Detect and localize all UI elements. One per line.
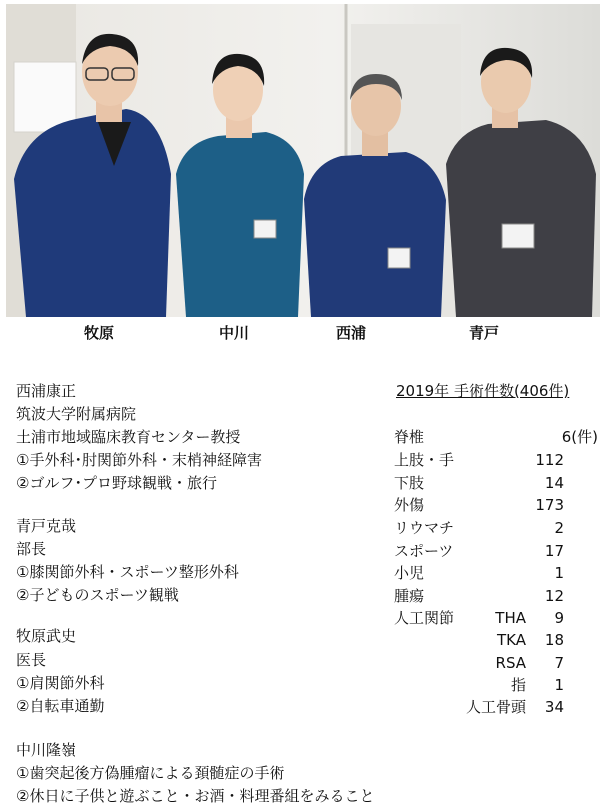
stats-label: 下肢 <box>394 474 425 492</box>
profile-line: ②自転車通勤 <box>16 697 105 715</box>
stats-value: 18 <box>544 631 564 649</box>
stats-sub: 人工骨頭 <box>465 698 526 716</box>
profile-line: ①肩関節外科 <box>16 674 105 692</box>
stats-label: リウマチ <box>394 519 455 537</box>
profile-line: 土浦市地域臨床教育センター教授 <box>16 428 241 446</box>
staff-photo <box>6 4 600 317</box>
stats-value: 9 <box>554 609 564 627</box>
stats-label: 小児 <box>394 564 425 582</box>
caption-makihara: 牧原 <box>84 324 115 342</box>
stats-value: 12 <box>544 587 564 605</box>
staff-photo-illustration <box>6 4 600 317</box>
profile-line: ②ゴルフ･プロ野球観戦・旅行 <box>16 474 217 492</box>
stats-value: 17 <box>544 542 564 560</box>
profile-line: ①膝関節外科・スポーツ整形外科 <box>16 563 239 581</box>
stats-label: 外傷 <box>394 496 425 514</box>
stats-value: 2 <box>554 519 564 537</box>
profile-line: ②休日に子供と遊ぶこと・お酒・料理番組をみること <box>16 787 375 805</box>
caption-nakagawa: 中川 <box>219 324 250 342</box>
stats-value: 112 <box>535 451 564 469</box>
stats-value: 1 <box>554 564 564 582</box>
stats-sub: TKA <box>497 631 526 649</box>
profile-name-aoto: 青戸克哉 <box>16 517 77 535</box>
stats-label: 人工関節 <box>394 609 455 627</box>
caption-nishiura: 西浦 <box>336 324 367 342</box>
stats-label: 腫瘍 <box>394 587 425 605</box>
profile-line: ①歯突起後方偽腫瘤による頚髄症の手術 <box>16 764 285 782</box>
stats-sub: RSA <box>495 654 526 672</box>
stats-value: 173 <box>535 496 564 514</box>
profile-name-makihara: 牧原武史 <box>16 627 77 645</box>
stats-sub: THA <box>495 609 526 627</box>
stats-label: 脊椎 <box>394 428 425 446</box>
stats-value: 6(件) <box>561 428 598 446</box>
profile-line: ①手外科･肘関節外科・末梢神経障害 <box>16 451 262 469</box>
stats-value: 14 <box>544 474 564 492</box>
stats-label: 上肢・手 <box>394 451 455 469</box>
stats-sub: 指 <box>510 676 526 694</box>
profile-name-nakagawa: 中川隆嶺 <box>16 741 77 759</box>
profile-line: 医長 <box>16 651 47 669</box>
profile-line: 筑波大学附属病院 <box>16 405 137 423</box>
stats-title: 2019年 手術件数(406件) <box>396 382 570 400</box>
stats-value: 1 <box>554 676 564 694</box>
caption-aoto: 青戸 <box>469 324 500 342</box>
profile-name-nishiura: 西浦康正 <box>16 382 77 400</box>
profile-line: 部長 <box>16 540 47 558</box>
profile-line: ②子どものスポーツ観戦 <box>16 586 179 604</box>
stats-value: 7 <box>554 654 564 672</box>
stats-value: 34 <box>544 698 564 716</box>
stats-label: スポーツ <box>394 542 454 560</box>
